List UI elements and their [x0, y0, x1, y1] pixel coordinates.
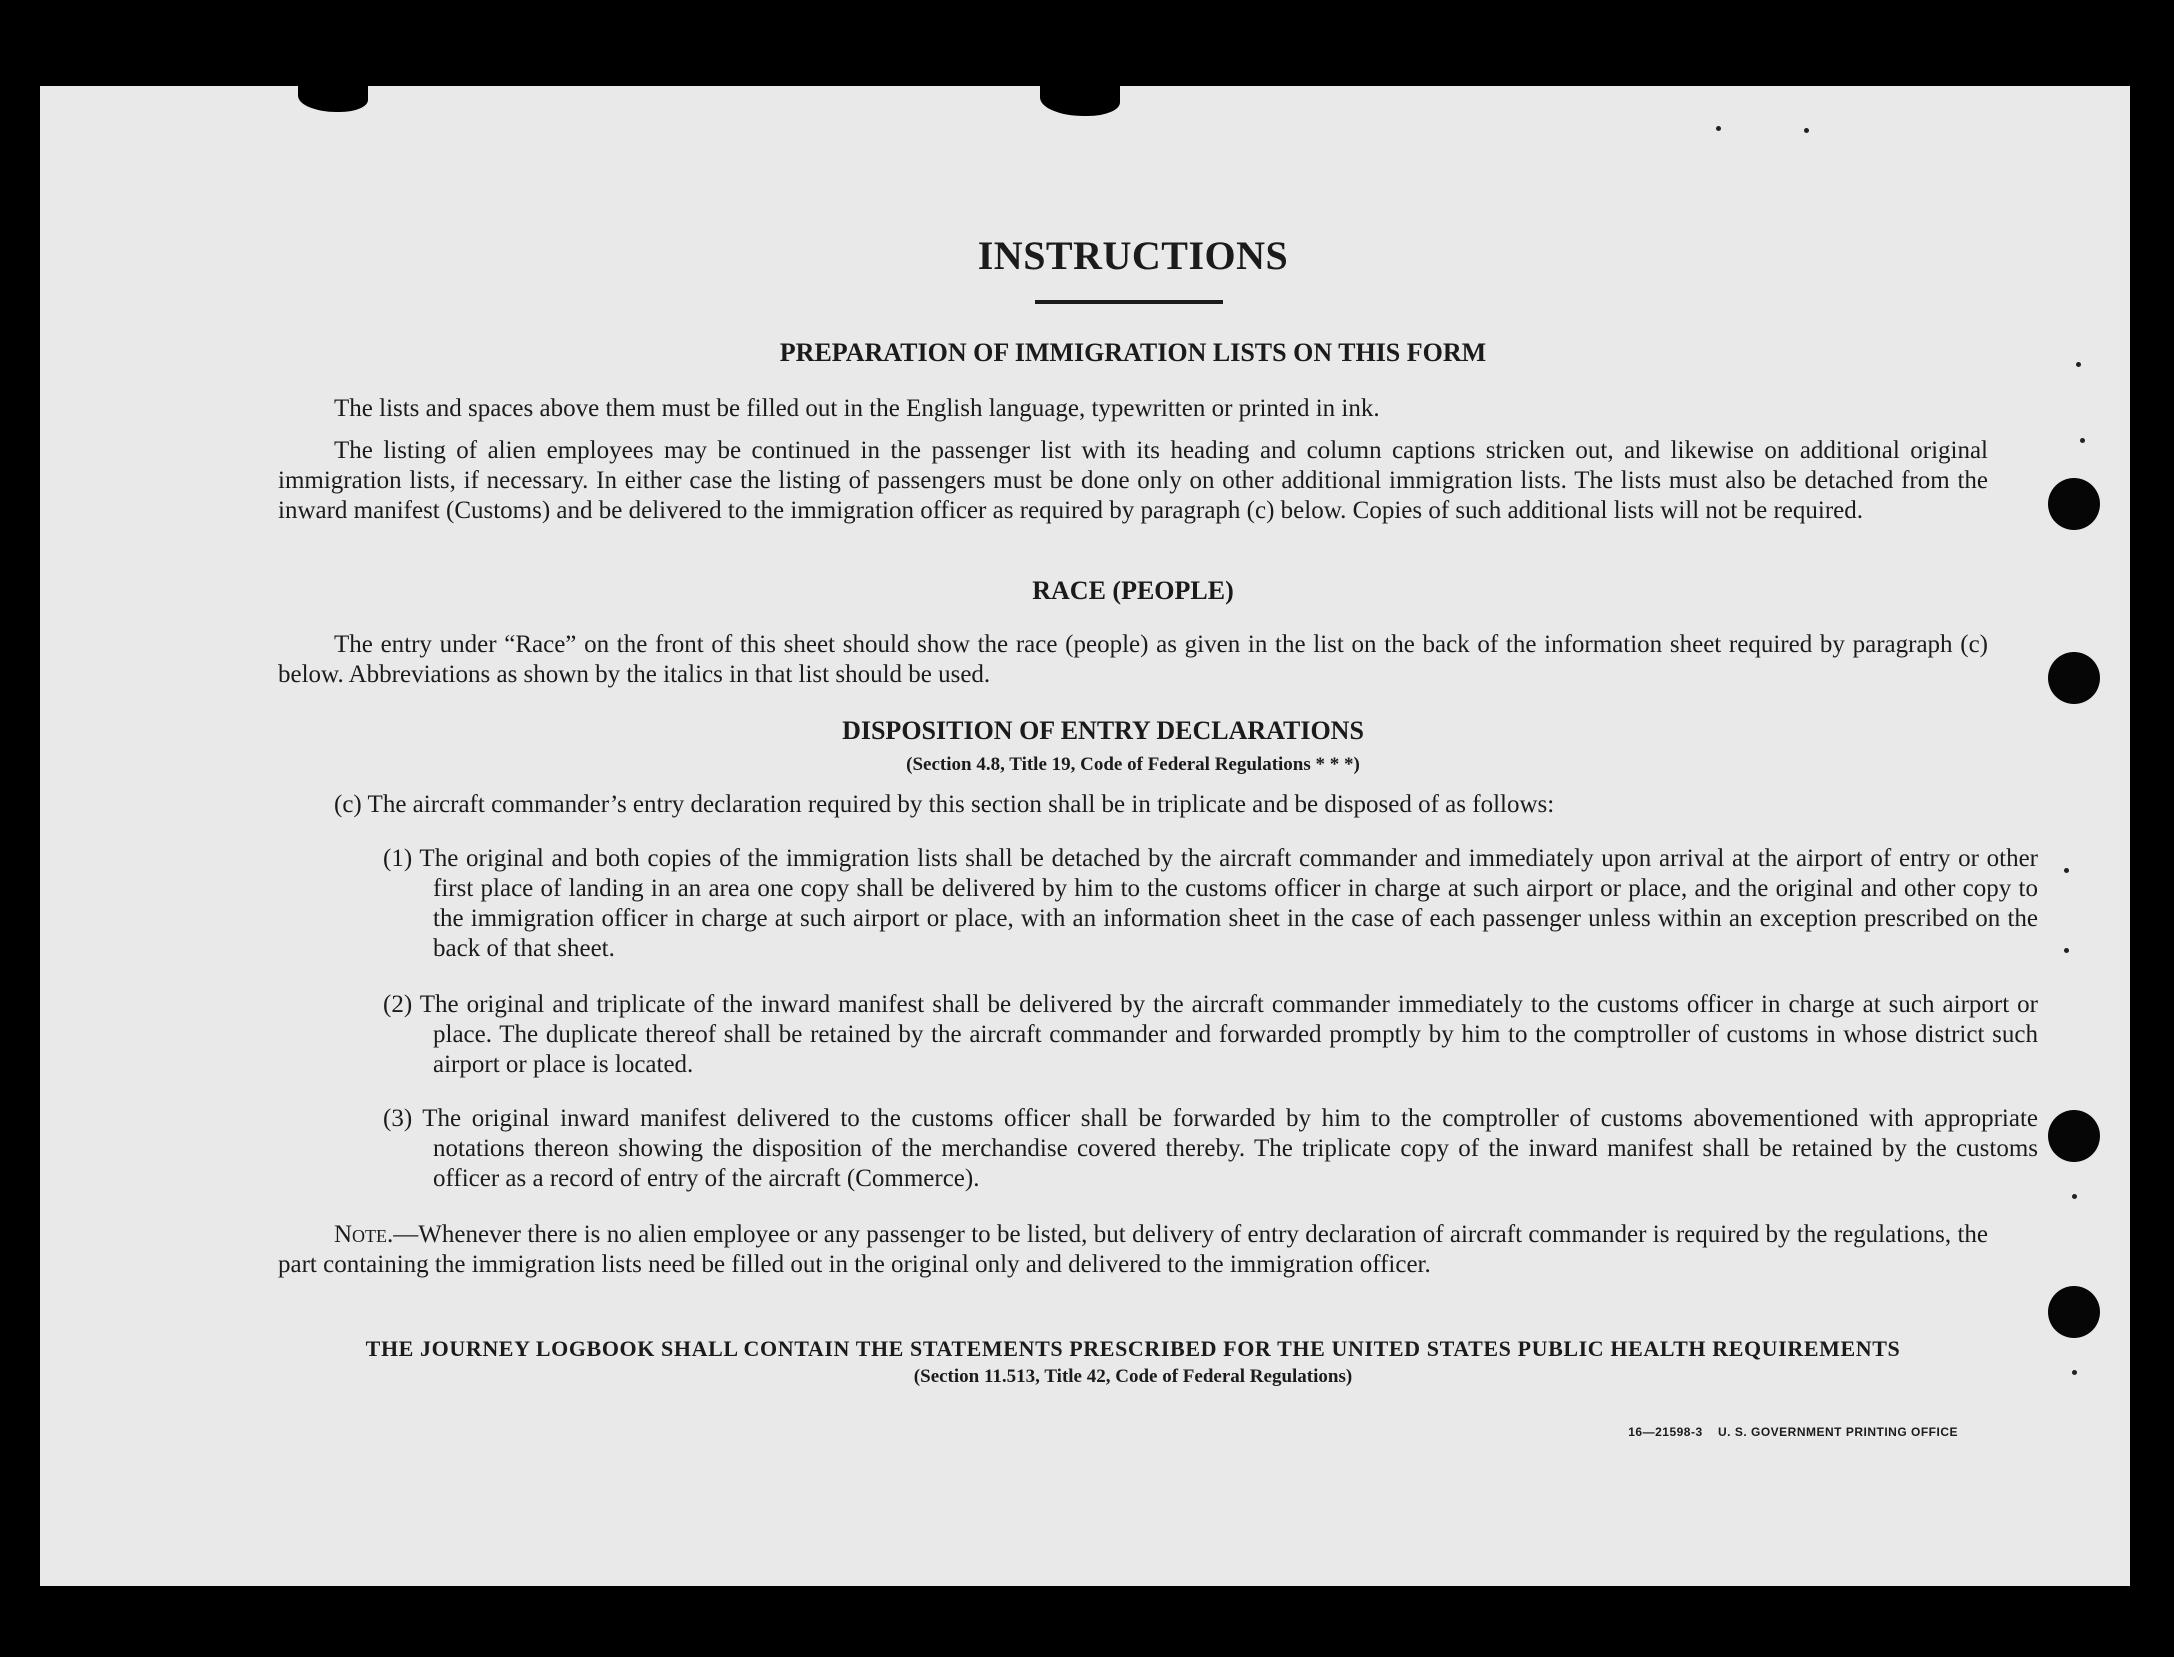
preparation-paragraph-1: The lists and spaces above them must be filled out in the English language, typewritten or printed in ink.: [334, 395, 1380, 422]
disposition-subheading: (Section 4.8, Title 19, Code of Federal Regulations * * *): [906, 754, 1360, 775]
logbook-requirement: THE JOURNEY LOGBOOK SHALL CONTAIN THE STATEMENTS PRESCRIBED FOR THE UNITED STATES PUBLIC HEALTH REQUIREMENTS: [365, 1336, 1901, 1361]
speck: [2076, 362, 2081, 367]
race-heading: RACE (PEOPLE): [1032, 576, 1234, 605]
speck: [2080, 438, 2085, 443]
punch-hole: [2048, 1110, 2100, 1162]
title-underline: [1035, 300, 1223, 304]
punch-hole: [2048, 1286, 2100, 1338]
note-paragraph: [278, 1220, 1988, 1280]
speck: [1804, 128, 1809, 133]
torn-edge: [298, 82, 368, 112]
preparation-heading: PREPARATION OF IMMIGRATION LISTS ON THIS FORM: [779, 338, 1487, 367]
disposition-item-3: (3) The original inward manifest delivered to the customs officer shall be forwarded by him to the comptroller of customs abovementioned with appropriate notations thereon showing the disposition of the merchandise covered thereby. The triplicate copy of the inward manifest shall be retained by the customs officer as a record of entry of the aircraft (Commerce).: [383, 1105, 2038, 1192]
torn-edge: [1090, 26, 1112, 96]
printer-imprint: [1628, 1425, 1958, 1439]
disposition-item-1: (1) The original and both copies of the immigration lists shall be detached by the aircraft commander and immediately upon arrival at the airport of entry or other first place of landing in an area one copy shall be delivered by him to the customs officer in charge at such airport or place, and the original and other copy to the immigration officer in charge at such airport or place, with an information sheet in the case of each passenger unless within an exception prescribed on the back of that sheet.: [383, 845, 2038, 962]
punch-hole: [2048, 478, 2100, 530]
speck: [2064, 868, 2069, 873]
document-sheet: [40, 86, 2130, 1586]
disposition-item-2: (2) The original and triplicate of the inward manifest shall be delivered by the aircraft commander immediately to the customs officer in charge at such airport or place. The duplicate thereof shall be retained by the aircraft commander and forwarded promptly by him to the comptroller of customs in whose district such airport or place is located.: [383, 991, 2038, 1078]
punch-hole: [2048, 652, 2100, 704]
printing-office: U. S. GOVERNMENT PRINTING OFFICE: [1717, 1425, 1958, 1439]
logbook-citation: (Section 11.513, Title 42, Code of Federal Regulations): [913, 1366, 1353, 1387]
speck: [2072, 1370, 2077, 1375]
preparation-paragraph-2: The listing of alien employees may be continued in the passenger list with its heading and column captions stricken out, and likewise on additional original immigration lists, if necessary. In either case the listing of passengers must be done only on other additional immigration lists. The lists must also be detached from the inward manifest (Customs) and be delivered to the immigration officer as required by paragraph (c) below. Copies of such additional lists will not be required.: [278, 437, 1988, 524]
page-title: INSTRUCTIONS: [977, 233, 1289, 278]
speck: [2072, 1194, 2077, 1199]
speck: [1716, 126, 1721, 131]
speck: [2064, 948, 2069, 953]
form-number: 16—21598-3: [1628, 1425, 1703, 1439]
race-paragraph: The entry under “Race” on the front of this sheet should show the race (people) as given in the list on the back of the information sheet required by paragraph (c) below. Abbreviations as shown by the italics in that list should be used.: [278, 631, 1988, 688]
note-label: Note.: [334, 1221, 394, 1248]
disposition-intro: (c) The aircraft commander’s entry declaration required by this section shall be in triplicate and be disposed of as follows:: [334, 791, 1555, 818]
note-text: —Whenever there is no alien employee or any passenger to be listed, but delivery of entry declaration of aircraft commander is required by the regulations, the part containing the immigration lists need be filled out in the original only and delivered to the immigration officer.: [278, 1221, 1988, 1278]
disposition-heading: DISPOSITION OF ENTRY DECLARATIONS: [842, 716, 1364, 745]
